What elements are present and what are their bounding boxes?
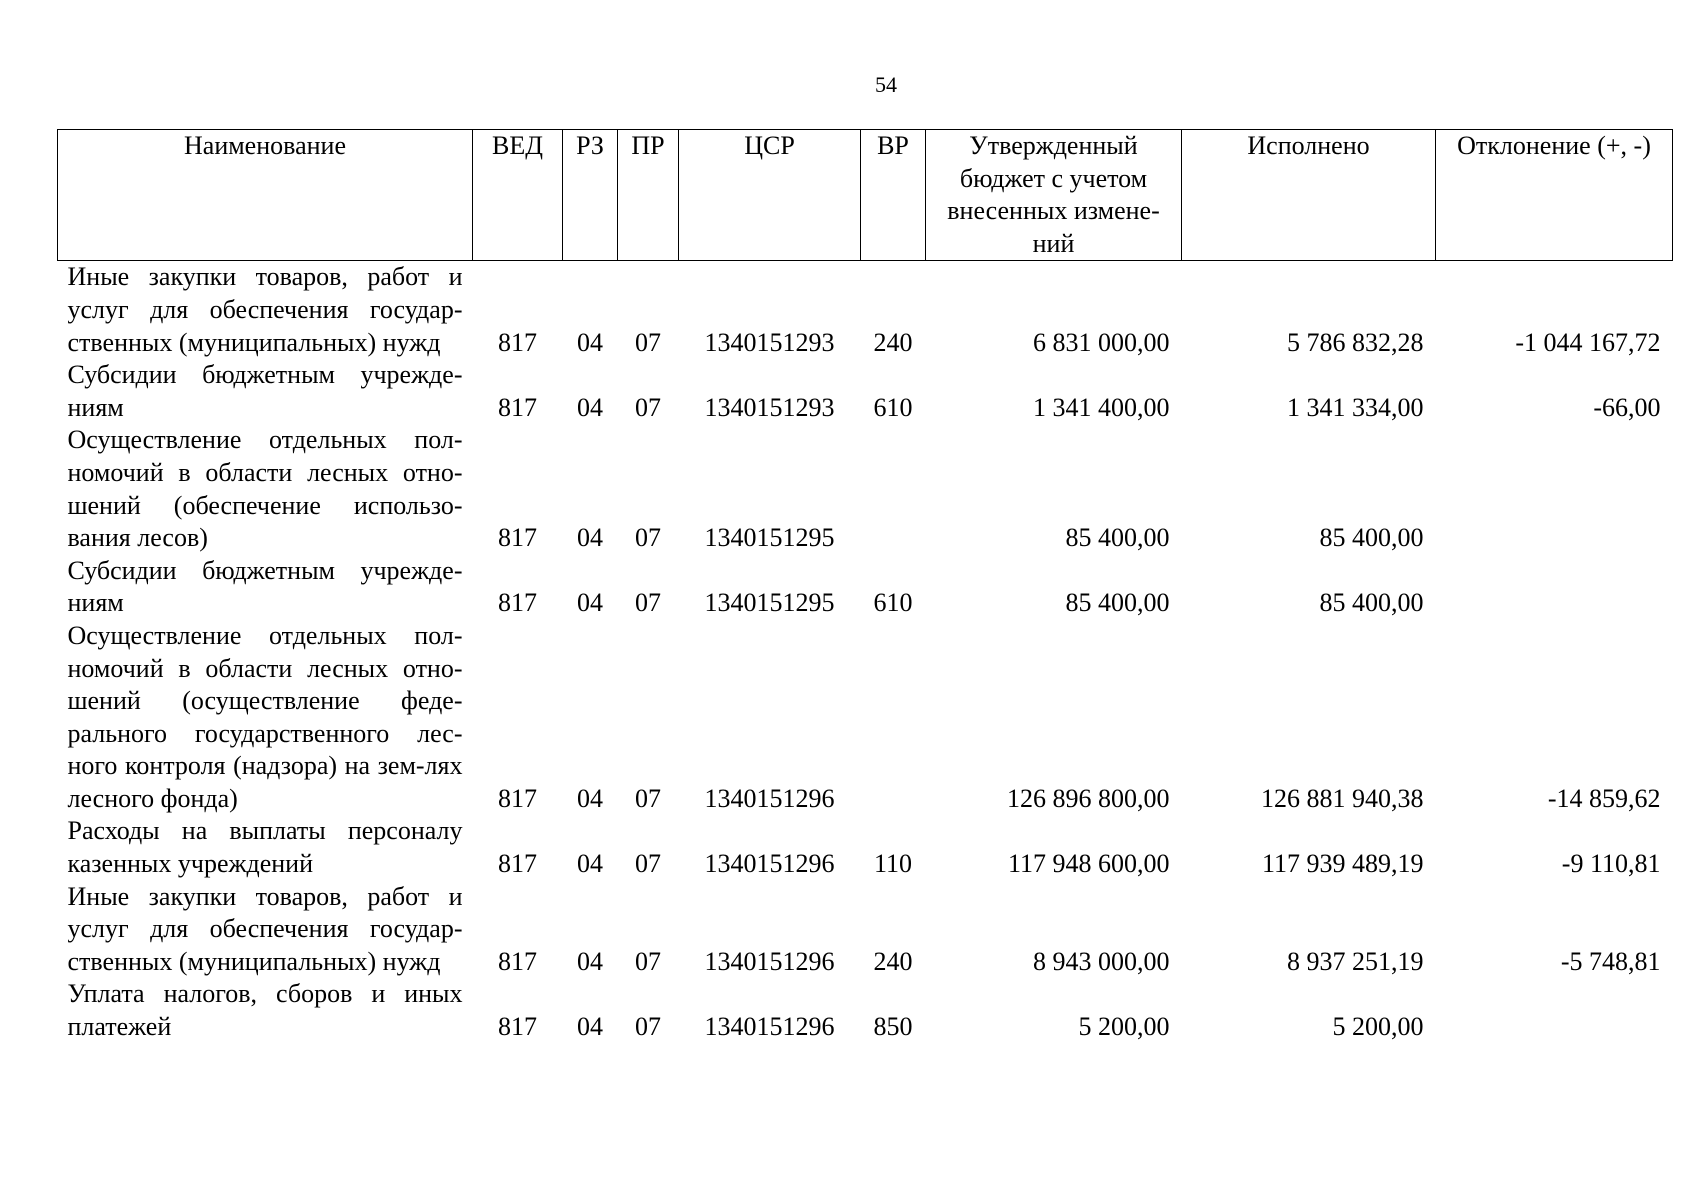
cell-executed: 5 200,00 [1332, 1012, 1424, 1042]
cell-vr: 850 [873, 1012, 913, 1042]
cell-pr: 07 [635, 327, 661, 357]
cell-name: Субсидии бюджетным учрежде-ниям [67, 360, 463, 422]
cell-vr [861, 424, 926, 554]
cell-rz: 04 [577, 849, 603, 879]
cell-executed: 85 400,00 [1319, 523, 1424, 553]
cell-deviation [1436, 424, 1673, 554]
cell-pr: 07 [635, 392, 661, 422]
cell-rz: 04 [577, 327, 603, 357]
cell-executed: 1 341 334,00 [1287, 392, 1424, 422]
budget-table [57, 129, 1673, 1044]
cell-name: Субсидии бюджетным учрежде-ниям [67, 555, 463, 618]
cell-vr: 110 [873, 849, 913, 879]
cell-ved: 817 [498, 392, 537, 422]
cell-pr: 07 [635, 783, 661, 813]
table-row [58, 424, 1673, 554]
table-row [58, 881, 1673, 979]
cell-name: Расходы на выплаты персоналу казенных учреждений [67, 816, 463, 879]
cell-approved: 85 400,00 [1065, 523, 1170, 553]
cell-deviation: -1 044 167,72 [1515, 327, 1661, 357]
table-row [58, 555, 1673, 620]
cell-csr: 1340151293 [704, 327, 835, 357]
cell-csr: 1340151293 [704, 392, 835, 422]
cell-approved: 6 831 000,00 [1033, 327, 1170, 357]
cell-csr: 1340151296 [704, 1012, 835, 1042]
cell-vr [861, 620, 926, 816]
cell-ved: 817 [498, 327, 537, 357]
cell-name: Осуществление отдельных пол-номочий в области лесных отно-шений (обеспечение использо-вания лесов) [67, 425, 463, 553]
cell-executed: 5 786 832,28 [1287, 327, 1424, 357]
col-header-deviation: Отклонение (+, -) [1436, 130, 1673, 261]
cell-pr: 07 [635, 588, 661, 618]
cell-ved: 817 [498, 849, 537, 879]
cell-approved: 117 948 600,00 [1007, 849, 1170, 879]
table-row [58, 359, 1673, 424]
cell-csr: 1340151295 [704, 523, 835, 553]
cell-vr: 240 [873, 946, 913, 976]
cell-vr: 240 [873, 327, 913, 357]
cell-csr: 1340151296 [704, 946, 835, 976]
cell-name: Иные закупки товаров, работ и услуг для обеспечения государ-ственных (муниципальных) нужд [67, 262, 463, 357]
col-header-csr: ЦСР [679, 130, 861, 261]
cell-name: Осуществление отдельных пол-номочий в области лесных отно-шений (осуществление феде-рального государственного лес-ного контроля (надзора) на зем-лях лесного фонда) [67, 620, 463, 813]
cell-approved: 126 896 800,00 [1007, 783, 1170, 813]
cell-name: Иные закупки товаров, работ и услуг для обеспечения государ-ственных (муниципальных) нужд [67, 881, 463, 976]
table-row [58, 620, 1673, 816]
cell-ved: 817 [498, 946, 537, 976]
cell-deviation [1436, 555, 1673, 620]
table-row [58, 978, 1673, 1043]
cell-rz: 04 [577, 1012, 603, 1042]
cell-approved: 85 400,00 [1065, 588, 1170, 618]
cell-executed: 126 881 940,38 [1261, 783, 1424, 813]
cell-ved: 817 [498, 1012, 537, 1042]
cell-ved: 817 [498, 588, 537, 618]
cell-pr: 07 [635, 946, 661, 976]
cell-deviation: -9 110,81 [1561, 849, 1661, 879]
col-header-name: Наименование [58, 130, 473, 261]
cell-rz: 04 [577, 392, 603, 422]
cell-executed: 117 939 489,19 [1261, 849, 1424, 879]
table-body [58, 261, 1673, 1044]
cell-vr: 610 [873, 392, 913, 422]
cell-rz: 04 [577, 946, 603, 976]
cell-approved: 5 200,00 [1078, 1012, 1170, 1042]
cell-deviation: -5 748,81 [1560, 946, 1661, 976]
cell-rz: 04 [577, 523, 603, 553]
page-number: 54 [875, 72, 897, 97]
cell-csr: 1340151296 [704, 783, 835, 813]
cell-name: Уплата налогов, сборов и иных платежей [67, 979, 463, 1042]
cell-ved: 817 [498, 523, 537, 553]
cell-pr: 07 [635, 1012, 661, 1042]
cell-approved: 1 341 400,00 [1033, 392, 1170, 422]
cell-vr: 610 [873, 588, 913, 618]
table-row [58, 815, 1673, 880]
col-header-rz: РЗ [563, 130, 618, 261]
cell-approved: 8 943 000,00 [1033, 946, 1170, 976]
col-header-ved: ВЕД [473, 130, 563, 261]
cell-executed: 8 937 251,19 [1287, 946, 1424, 976]
cell-deviation: -14 859,62 [1547, 783, 1661, 813]
cell-rz: 04 [577, 783, 603, 813]
col-header-approved: Утвержденный бюджет с учетом внесенных измене-ний [926, 130, 1182, 261]
col-header-executed: Исполнено [1182, 130, 1436, 261]
col-header-vr: ВР [861, 130, 926, 261]
cell-ved: 817 [498, 783, 537, 813]
cell-executed: 85 400,00 [1319, 588, 1424, 618]
table-header-row [58, 130, 1673, 261]
table-row [58, 261, 1673, 359]
cell-deviation: -66,00 [1593, 392, 1661, 422]
cell-rz: 04 [577, 588, 603, 618]
cell-pr: 07 [635, 523, 661, 553]
col-header-pr: ПР [618, 130, 679, 261]
cell-pr: 07 [635, 849, 661, 879]
cell-deviation [1436, 978, 1673, 1043]
cell-csr: 1340151296 [704, 849, 835, 879]
cell-csr: 1340151295 [704, 588, 835, 618]
